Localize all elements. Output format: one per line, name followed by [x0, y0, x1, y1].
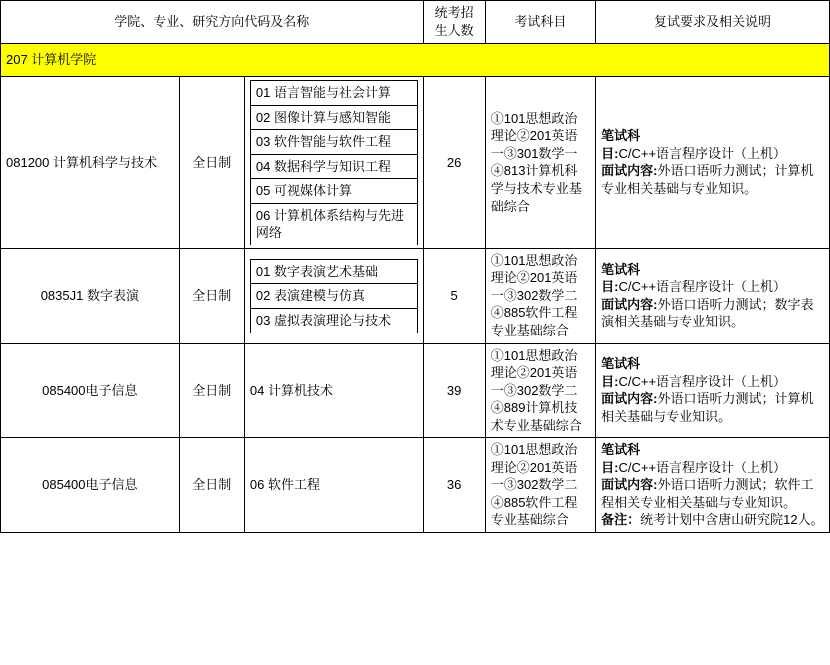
quota-value: 26: [423, 77, 485, 249]
exam-subjects: ①101思想政治理论②201英语一③301数学一④813计算机科学与技术专业基础综合: [485, 77, 595, 249]
exam-subjects: ①101思想政治理论②201英语一③302数学二④885软件工程专业基础综合: [485, 248, 595, 343]
exam-subjects: ①101思想政治理论②201英语一③302数学二④885软件工程专业基础综合: [485, 438, 595, 533]
list-item: 01 语言智能与社会计算: [250, 81, 417, 106]
note-text: C/C++语言程序设计（上机）: [618, 145, 787, 161]
directions-list: [250, 259, 418, 333]
list-item: 04 数据科学与知识工程: [250, 154, 417, 179]
note-text: 统考计划中含唐山研究院12人。: [640, 512, 824, 528]
directions-cell: 06 软件工程: [244, 438, 423, 533]
list-item: 02 图像计算与感知智能: [250, 105, 417, 130]
note-line: [601, 390, 824, 425]
directions-list: [250, 80, 418, 245]
note-label: 备注：: [601, 512, 641, 528]
retest-notes: [596, 343, 830, 438]
directions-cell: [244, 77, 423, 249]
major-name: 085400电子信息: [1, 438, 180, 533]
list-item: 03 虚拟表演理论与技术: [250, 308, 417, 332]
study-mode: 全日制: [179, 438, 244, 533]
study-mode: 全日制: [179, 77, 244, 249]
note-label: 笔试科目:: [601, 442, 641, 475]
note-line: [601, 511, 824, 529]
major-name: 0835J1 数字表演: [1, 248, 180, 343]
header-subjects: 考试科目: [485, 1, 595, 44]
table-row: [1, 438, 830, 533]
note-label: 面试内容:: [601, 391, 658, 407]
note-label: 笔试科目:: [601, 128, 641, 161]
header-quota: 统考招生人数: [423, 1, 485, 44]
section-title: 207 计算机学院: [1, 44, 830, 77]
retest-notes: [596, 438, 830, 533]
table-row: [1, 77, 830, 249]
retest-notes: [596, 77, 830, 249]
note-line: [601, 476, 824, 511]
note-label: 面试内容:: [601, 296, 658, 312]
note-text: 外语口语听力测试；计算机专业相关基础与专业知识。: [601, 163, 814, 196]
note-text: C/C++语言程序设计（上机）: [618, 279, 787, 295]
directions-cell: [244, 248, 423, 343]
list-item: 02 表演建模与仿真: [250, 284, 417, 309]
quota-value: 5: [423, 248, 485, 343]
quota-value: 36: [423, 438, 485, 533]
note-line: [601, 261, 824, 296]
table-row: [1, 343, 830, 438]
note-text: 外语口语听力测试；软件工程相关专业相关基础与专业知识。: [601, 477, 814, 510]
list-item: 05 可视媒体计算: [250, 179, 417, 204]
study-mode: 全日制: [179, 343, 244, 438]
quota-value: 39: [423, 343, 485, 438]
exam-subjects: ①101思想政治理论②201英语一③302数学二④889计算机技术专业基础综合: [485, 343, 595, 438]
note-line: [601, 355, 824, 390]
note-line: [601, 162, 824, 197]
table-body: [1, 44, 830, 533]
retest-notes: [596, 248, 830, 343]
note-text: C/C++语言程序设计（上机）: [618, 373, 787, 389]
note-line: [601, 296, 824, 331]
table-row: [1, 248, 830, 343]
list-item: 03 软件智能与软件工程: [250, 130, 417, 155]
list-item: 06 计算机体系结构与先进网络: [250, 203, 417, 245]
directions-cell: 04 计算机技术: [244, 343, 423, 438]
note-label: 面试内容:: [601, 163, 658, 179]
note-line: [601, 127, 824, 162]
note-label: 面试内容:: [601, 477, 658, 493]
note-line: [601, 441, 824, 476]
note-text: 外语口语听力测试；数字表演相关基础与专业知识。: [601, 296, 814, 330]
note-text: 外语口语听力测试；计算机相关基础与专业知识。: [601, 391, 814, 424]
section-header-row: [1, 44, 830, 77]
header-notes: 复试要求及相关说明: [596, 1, 830, 44]
study-mode: 全日制: [179, 248, 244, 343]
list-item: 01 数字表演艺术基础: [250, 259, 417, 284]
note-label: 笔试科目:: [601, 261, 641, 295]
header-row: [1, 1, 830, 44]
table-header: [1, 1, 830, 44]
major-name: 081200 计算机科学与技术: [1, 77, 180, 249]
note-text: C/C++语言程序设计（上机）: [618, 459, 787, 475]
note-label: 笔试科目:: [601, 356, 641, 389]
major-name: 085400电子信息: [1, 343, 180, 438]
header-major: 学院、专业、研究方向代码及名称: [1, 1, 424, 44]
